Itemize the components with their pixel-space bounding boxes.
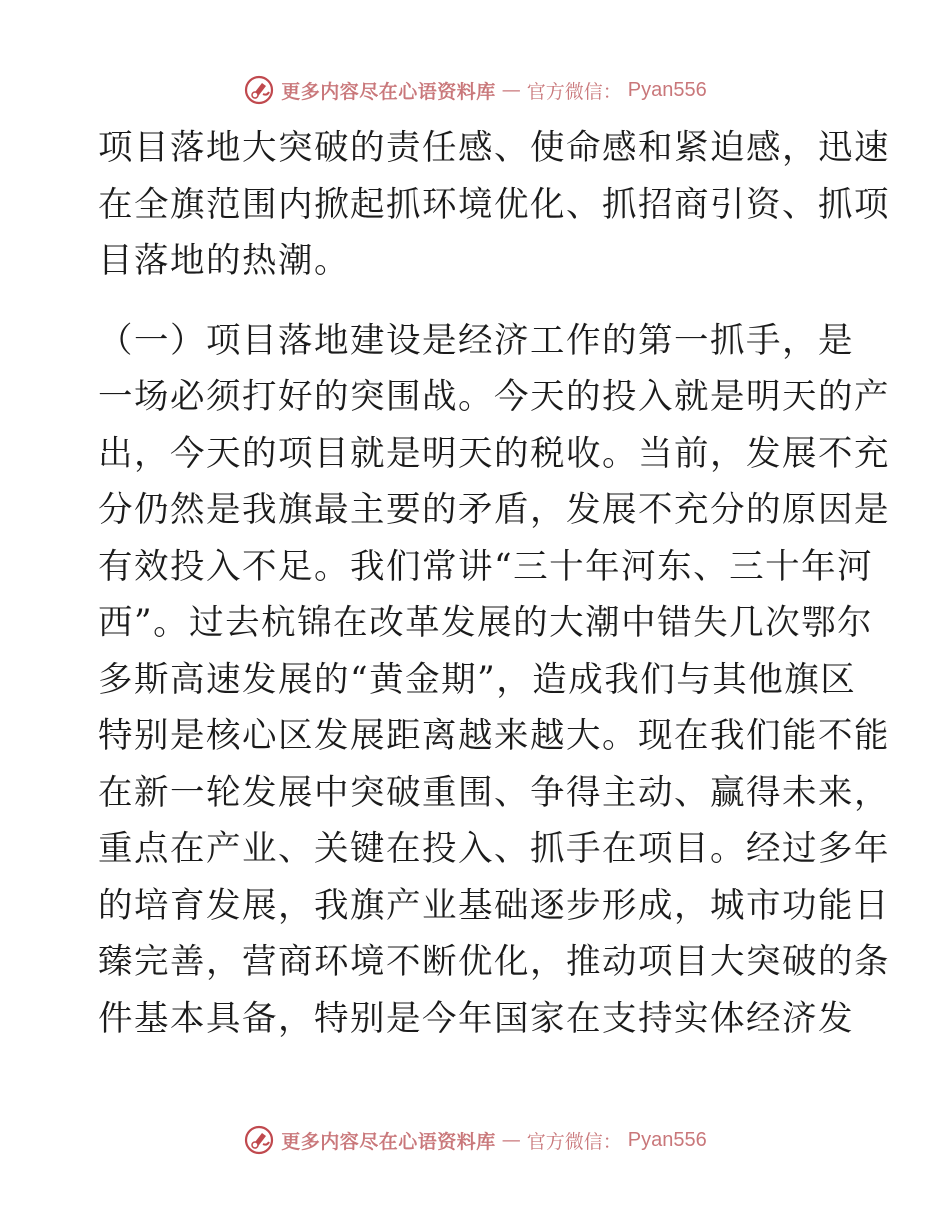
text-line: 件基本具备，特别是今年国家在支持实体经济发 [98, 998, 854, 1039]
text-line: 多斯高速发展的“黄金期”，造成我们与其他旗区 [98, 659, 857, 700]
text-line: 分仍然是我旗最主要的矛盾，发展不充分的原因是 [98, 490, 890, 530]
watermark-logo-icon [243, 1124, 275, 1156]
text-line: 目落地的热潮。 [98, 241, 350, 281]
text-line: 项目落地大突破的责任感、使命感和紧迫感，迅速 [98, 128, 890, 168]
watermark-wechat-id: Pyan556 [627, 1128, 707, 1151]
text-line: 臻完善，营商环境不断优化，推动项目大突破的条 [98, 942, 890, 982]
header-watermark [0, 72, 950, 108]
text-line: 特别是核心区发展距离越来越大。现在我们能不能 [98, 716, 890, 756]
watermark-text: 更多内容尽在心语资料库 [281, 1130, 496, 1153]
paragraph [98, 120, 890, 290]
text-line: 一场必须打好的突围战。今天的投入就是明天的产 [98, 377, 890, 417]
watermark-logo-icon [243, 74, 275, 106]
watermark-separator: — [501, 1129, 521, 1151]
text-line: 出，今天的项目就是明天的税收。当前，发展不充 [98, 433, 890, 474]
paragraph [98, 313, 890, 1048]
text-line: 重点在产业、关键在投入、抓手在项目。经过多年 [98, 829, 890, 869]
watermark-wechat-id: Pyan556 [627, 78, 707, 101]
text-line: 的培育发展，我旗产业基础逐步形成，城市功能日 [98, 885, 890, 926]
body-text [98, 120, 890, 1047]
text-line: 在全旗范围内掀起抓环境优化、抓招商引资、抓项 [98, 184, 890, 225]
watermark-wechat-label: 官方微信： [526, 1130, 622, 1153]
watermark-wechat-label: 官方微信： [526, 80, 622, 103]
text-line: 西”。过去杭锦在改革发展的大潮中错失几次鄂尔 [98, 603, 874, 643]
footer-watermark [0, 1122, 950, 1158]
watermark-text: 更多内容尽在心语资料库 [281, 80, 496, 103]
text-line: 有效投入不足。我们常讲“三十年河东、三十年河 [98, 546, 874, 587]
text-line: （一）项目落地建设是经济工作的第一抓手，是 [98, 320, 854, 361]
watermark-separator: — [501, 79, 521, 101]
text-line: 在新一轮发展中突破重围、争得主动、赢得未来， [98, 772, 890, 813]
paragraph-spacer [98, 290, 850, 313]
